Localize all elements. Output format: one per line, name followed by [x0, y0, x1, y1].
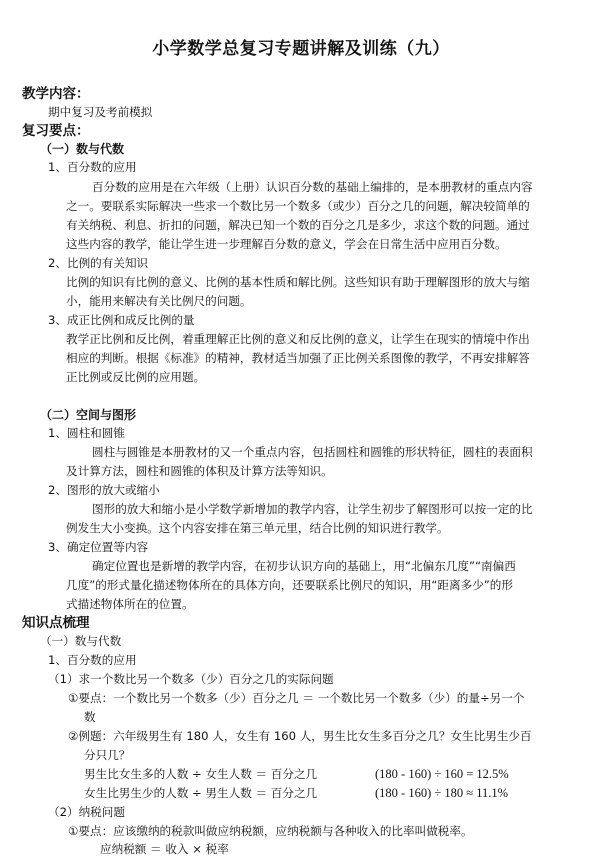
knowledge-subtopic: （1）求一个数比另一个数多（少）百分之几的实际问题 [48, 672, 334, 686]
review-item-title: 2、比例的有关知识 [48, 256, 149, 270]
review-points-heading: 复习要点： [22, 123, 90, 139]
formula-line: 应纳税额 ＝ 收入 × 税率 [100, 842, 229, 856]
paragraph-line: 有关纳税、利息、折扣的问题，解决已知一个数的百分之几是多少，求这个数的问题。通过 [66, 218, 530, 232]
paragraph-line: 确定位置也是新增的教学内容，在初步认识方向的基础上，用“北偏东几度”“南偏西 [92, 559, 516, 573]
teaching-content-text: 期中复习及考前模拟 [48, 105, 153, 119]
review-item-title: 3、成正比例和成反比例的量 [48, 313, 195, 327]
teaching-content-heading: 教学内容： [22, 86, 90, 102]
paragraph-line: 这些内容的教学，能让学生进一步理解百分数的意义，学会在日常生活中应用百分数。 [66, 237, 507, 251]
paragraph-line: 图形的放大和缩小是小学数学新增加的教学内容，让学生初步了解图形可以按一定的比 [92, 502, 533, 516]
paragraph-line: 几度”的形式量化描述物体所在的具体方向，还要联系比例尺的知识，用“距离多少”的形 [66, 578, 513, 592]
paragraph-line: 及计算方法，圆柱和圆锥的体积及计算方法等知识。 [66, 464, 333, 478]
document-title: 小学数学总复习专题讲解及训练（九） [152, 39, 450, 59]
knowledge-part1-heading: （一）数与代数 [40, 634, 122, 648]
equation-text: 男生比女生多的人数 ÷ 女生人数 ＝ 百分之几 [84, 767, 318, 781]
paragraph-line: 式描述物体所在的位置。 [66, 597, 194, 611]
paragraph-line: 圆柱与圆锥是本册教材的又一个重点内容，包括圆柱和圆锥的形状特征，圆柱的表面积 [92, 445, 533, 459]
paragraph-line: 比例的知识有比例的意义、比例的基本性质和解比例。这些知识有助于理解图形的放大与缩 [66, 275, 530, 289]
knowledge-item-title: 1、百分数的应用 [48, 653, 137, 667]
review-part1-heading: （一）数与代数 [40, 142, 125, 156]
equation-text: 女生比男生少的人数 ÷ 男生人数 ＝ 百分之几 [84, 786, 318, 800]
paragraph-line: 教学正比例和反比例，着重理解正比例的意义和反比例的意义，让学生在现实的情境中作出 [66, 332, 530, 346]
paragraph-line: 百分数的应用是在六年级（上册）认识百分数的基础上编排的，是本册教材的重点内容 [92, 180, 533, 194]
equation-calc: (180 - 160) ÷ 180 ≈ 11.1% [375, 786, 509, 800]
review-item-title: 1、圆柱和圆锥 [48, 426, 125, 440]
key-point-line: ①要点：一个数比另一个数多（少）百分之几 ＝ 一个数比另一个数多（少）的量÷另一个 [68, 691, 525, 705]
knowledge-heading: 知识点梳理 [22, 615, 90, 631]
paragraph-line: 相应的判断。根据《标准》的精神，教材适当加强了正比例关系图像的教学，不再安排解答 [66, 351, 530, 365]
review-item-title: 2、图形的放大或缩小 [48, 483, 160, 497]
review-item-title: 3、确定位置等内容 [48, 540, 149, 554]
knowledge-subtopic: （2）纳税问题 [48, 805, 125, 819]
review-part2-heading: （二）空间与图形 [40, 408, 137, 422]
key-point-line: ①要点：应该缴纳的税款叫做应纳税额，应纳税额与各种收入的比率叫做税率。 [68, 824, 473, 838]
example-line: 分只几？ [84, 748, 131, 762]
paragraph-line: 小，能用来解决有关比例尺的问题。 [66, 294, 252, 308]
paragraph-line: 例发生大小变换。这个内容安排在第三单元里，结合比例的知识进行教学。 [66, 521, 449, 535]
review-item-title: 1、百分数的应用 [48, 160, 137, 174]
paragraph-line: 之一。要联系实际解决一些求一个数比另一个数多（或少）百分之几的问题，解决较简单的 [66, 199, 530, 213]
equation-calc: (180 - 160) ÷ 160 = 12.5% [375, 767, 509, 781]
key-point-line: 数 [84, 710, 96, 724]
example-line: ②例题：六年级男生有 180 人，女生有 160 人，男生比女生多百分之几？女生比男生少百 [68, 729, 532, 743]
paragraph-line: 正比例或反比例的应用题。 [66, 370, 206, 384]
